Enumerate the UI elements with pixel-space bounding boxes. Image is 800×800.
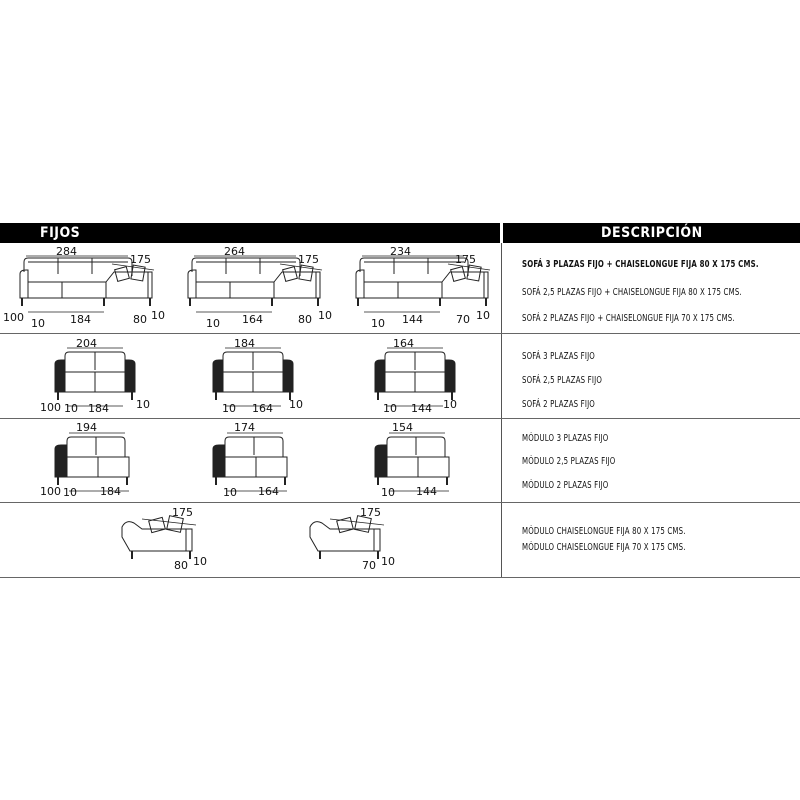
dim-arm-right: 10 xyxy=(476,309,490,322)
dim-seat: 164 xyxy=(252,402,273,415)
dim-chaise-width: 80 xyxy=(133,313,147,326)
description-text: SOFÁ 2,5 PLAZAS FIJO + CHAISELONGUE FIJA 80 X 175 CMS. xyxy=(522,287,742,298)
dim-width: 194 xyxy=(76,421,97,434)
dim-width: 284 xyxy=(56,245,77,258)
dim-arm: 10 xyxy=(381,555,395,568)
description-text: MÓDULO CHAISELONGUE FIJA 80 X 175 CMS. xyxy=(522,526,686,537)
dim-seat: 144 xyxy=(402,313,423,326)
dim-width: 154 xyxy=(392,421,413,434)
dim-arm-right: 10 xyxy=(289,398,303,411)
dim-arm-right: 10 xyxy=(136,398,150,411)
dim-depth: 100 xyxy=(40,485,61,498)
dim-arm-left: 10 xyxy=(64,402,78,415)
dim-seat: 184 xyxy=(70,313,91,326)
description-text: MÓDULO 3 PLAZAS FIJO xyxy=(522,433,609,444)
dim-seat: 144 xyxy=(411,402,432,415)
dim-seat: 184 xyxy=(100,485,121,498)
dim-arm: 10 xyxy=(63,486,77,499)
dim-arm-left: 10 xyxy=(31,317,45,330)
sofa-drawing xyxy=(55,348,135,406)
dim-arm-left: 10 xyxy=(383,402,397,415)
dim-width: 164 xyxy=(393,337,414,350)
dim-length: 175 xyxy=(172,506,193,519)
module-drawing xyxy=(375,433,449,491)
chaise-module-drawing xyxy=(122,516,196,559)
module-drawing xyxy=(55,433,129,491)
dim-arm-right: 10 xyxy=(443,398,457,411)
description-text: SOFÁ 2 PLAZAS FIJO xyxy=(522,399,595,410)
description-text: SOFÁ 2,5 PLAZAS FIJO xyxy=(522,375,603,386)
dim-arm-right: 10 xyxy=(318,309,332,322)
dim-width: 204 xyxy=(76,337,97,350)
dim-width: 174 xyxy=(234,421,255,434)
dim-chaise-length: 175 xyxy=(455,253,476,266)
dim-arm-right: 10 xyxy=(151,309,165,322)
dim-seat: 164 xyxy=(242,313,263,326)
dim-chaise-width: 80 xyxy=(174,559,188,572)
dim-arm-left: 10 xyxy=(206,317,220,330)
fijos-title: FIJOS xyxy=(40,225,81,241)
dim-arm: 10 xyxy=(223,486,237,499)
dim-length: 175 xyxy=(360,506,381,519)
description-text: MÓDULO 2,5 PLAZAS FIJO xyxy=(522,456,616,467)
descripcion-title: DESCRIPCIÓN xyxy=(601,225,703,241)
dim-chaise-length: 175 xyxy=(130,253,151,266)
description-text: SOFÁ 3 PLAZAS FIJO + CHAISELONGUE FIJA 80 X 175 CMS. xyxy=(522,259,759,270)
description-text: MÓDULO 2 PLAZAS FIJO xyxy=(522,480,609,491)
dim-width: 184 xyxy=(234,337,255,350)
dim-chaise-width: 70 xyxy=(456,313,470,326)
dim-seat: 164 xyxy=(258,485,279,498)
dim-seat: 144 xyxy=(416,485,437,498)
dim-arm-left: 10 xyxy=(371,317,385,330)
sofa-drawing xyxy=(213,348,293,406)
chaise-module-drawing xyxy=(310,516,384,559)
dim-width: 264 xyxy=(224,245,245,258)
description-text: SOFÁ 2 PLAZAS FIJO + CHAISELONGUE FIJA 70 X 175 CMS. xyxy=(522,313,735,324)
dim-width: 234 xyxy=(390,245,411,258)
dim-depth: 100 xyxy=(3,311,24,324)
module-drawing xyxy=(213,433,287,491)
dim-seat: 184 xyxy=(88,402,109,415)
dim-arm: 10 xyxy=(381,486,395,499)
dim-chaise-length: 175 xyxy=(298,253,319,266)
dim-arm: 10 xyxy=(193,555,207,568)
description-text: SOFÁ 3 PLAZAS FIJO xyxy=(522,351,595,362)
dim-depth: 100 xyxy=(40,401,61,414)
dim-chaise-width: 80 xyxy=(298,313,312,326)
description-text: MÓDULO CHAISELONGUE FIJA 70 X 175 CMS. xyxy=(522,542,686,553)
dim-chaise-width: 70 xyxy=(362,559,376,572)
dim-arm-left: 10 xyxy=(222,402,236,415)
